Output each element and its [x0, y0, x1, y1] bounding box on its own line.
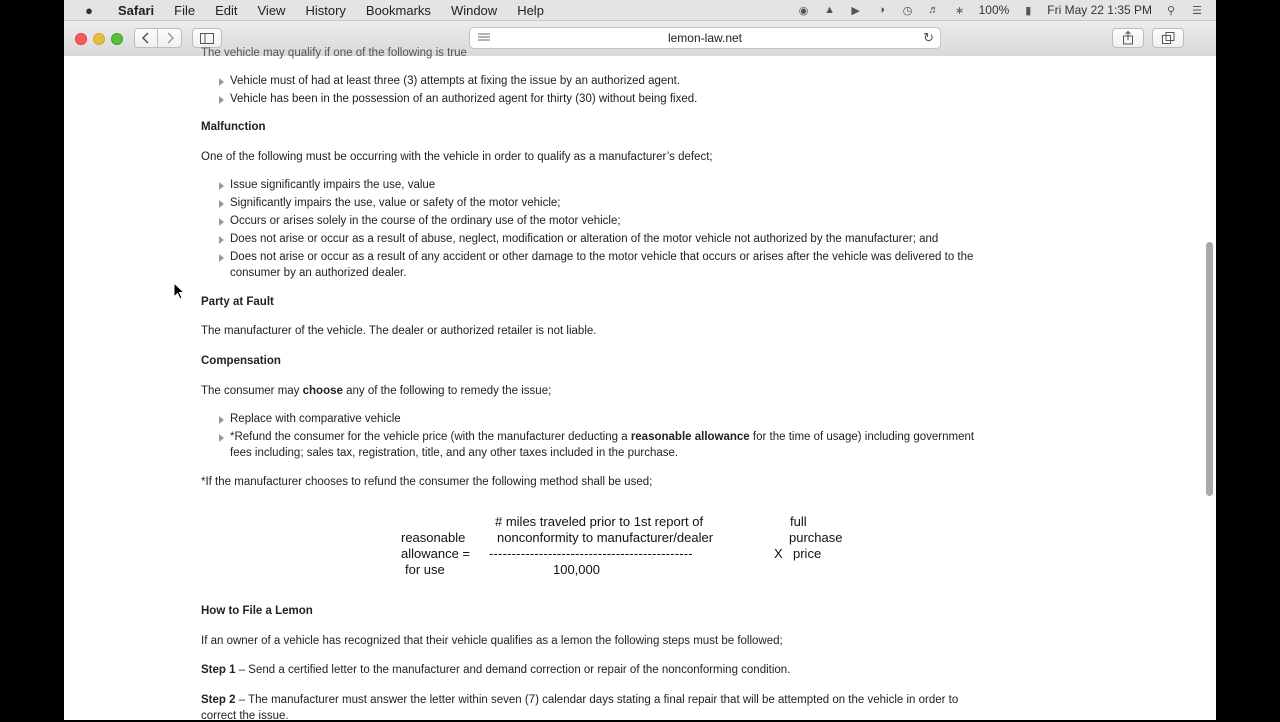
formula-left-line2: allowance =: [401, 546, 471, 561]
bullet-triangle-icon: [219, 254, 224, 262]
back-button[interactable]: [134, 28, 158, 48]
notification-icon[interactable]: ▲: [824, 4, 836, 16]
bullet-triangle-icon: [219, 218, 224, 226]
record-icon[interactable]: ◉: [798, 4, 809, 17]
formula-right-line1: full: [790, 514, 807, 529]
notification-center-icon[interactable]: ☰: [1192, 4, 1202, 17]
chevron-right-icon: [166, 32, 174, 44]
airplay-icon[interactable]: ▶: [851, 4, 860, 17]
bullet-triangle-icon: [219, 236, 224, 244]
apple-icon[interactable]: ●: [85, 2, 93, 18]
formula-right-line2: purchase: [789, 530, 843, 545]
url-text[interactable]: lemon-law.net: [667, 31, 743, 45]
compensation-intro: The consumer may choose any of the following to remedy the issue;: [201, 385, 552, 397]
bullet-triangle-icon: [219, 200, 224, 208]
clock[interactable]: Fri May 22 1:35 PM: [1047, 3, 1152, 17]
step-2-continued: correct the issue.: [201, 710, 289, 722]
bullet-triangle-icon: [219, 416, 224, 424]
formula-left-line3: for use: [405, 562, 445, 577]
formula-divider: ---------------------------------------------: [489, 546, 693, 561]
formula-numerator-line2: nonconformity to manufacturer/dealer: [497, 530, 714, 545]
compensation-heading: Compensation: [201, 355, 281, 367]
sidebar-icon: [200, 33, 214, 44]
malfunction-intro: One of the following must be occurring with the vehicle in order to qualify as a manufacturer’s defect;: [201, 151, 713, 163]
formula-right-line3: price: [793, 546, 822, 561]
refund-note: *If the manufacturer chooses to refund the consumer the following method shall be used;: [201, 476, 653, 488]
volume-icon[interactable]: ♬: [928, 4, 940, 16]
spotlight-search-icon[interactable]: ⚲: [1166, 4, 1176, 17]
menu-window[interactable]: Window: [450, 2, 498, 18]
menu-history[interactable]: History: [305, 2, 346, 18]
step-1: Step 1 – Send a certified letter to the manufacturer and demand correction or repair of the nonconforming condition.: [201, 664, 791, 676]
time-machine-icon[interactable]: ◷: [902, 4, 913, 17]
tabs-icon: [1162, 32, 1175, 44]
menu-edit[interactable]: Edit: [215, 2, 238, 18]
window-close-button[interactable]: [75, 33, 87, 45]
bullet-triangle-icon: [219, 182, 224, 190]
chevron-left-icon: [142, 32, 150, 44]
menu-bookmarks[interactable]: Bookmarks: [365, 2, 431, 18]
share-button[interactable]: [1112, 28, 1144, 48]
web-page: The vehicle may qualify if one of the following is true Vehicle must of had at least three (3) attempts at fixing the issue by an authorized agent. Vehicle has been in the possession of an authorized agent for thirty (30) without being fixed. Malfunction One of the following must be occurring with the vehicle in order to qualify as a manufacturer’s defect; Issue significantly impairs the use, value Significantly impairs the use, value or safety of the motor vehicle; Occurs or arises solely in the course of the ordinary use of the motor vehicle; Does not arise or occur as a result of abuse, neglect, modification or alteration of the motor vehicle not authorized by the manufacturer; and Does not arise or occur as a result of any accident or other damage to the motor vehicle that occurs or arises after the vehicle was delivered to the consumer by an authorized dealer. Party at Fault The manufacturer of the vehicle. The dealer or authorized retailer is not liable. Compensation The consumer may choose any of the following to remedy the issue; Replace with comparative vehicle *Refund the consumer for the vehicle price (with the manufacturer deducting a reasonable allowance for the time of usage) including government fees including; sales tax, registration, title, and any other taxes included in the purchase. *If the manufacturer chooses to refund the consumer the following method shall be used; reasonable allowance = for use # miles traveled prior to 1st report of nonconformity to manufacturer/dealer --------------------------------------------- 100,000 X full purchase price How to File a Lemon If an owner of a vehicle has recognized that their vehicle qualifies as a lemon the following steps must be followed; Step 1 – Send a certified letter to the manufacturer and demand correction or repair of the nonconforming condition. Step 2 – The manufacturer must answer the letter within seven (7) calendar days stating a final repair that will be attempted on the vehicle in order to correct the issue.: [64, 56, 1216, 720]
formula-left-line1: reasonable: [401, 530, 466, 545]
scrollbar-thumb[interactable]: [1206, 242, 1213, 496]
bullet-triangle-icon: [219, 96, 224, 104]
formula-numerator-line1: # miles traveled prior to 1st report of: [495, 514, 704, 529]
window-fullscreen-button[interactable]: [111, 33, 123, 45]
menu-bar: [64, 0, 1216, 21]
bluetooth-icon[interactable]: ∗: [954, 4, 965, 17]
menu-app-name[interactable]: Safari: [118, 2, 155, 18]
bullet-triangle-icon: [219, 434, 224, 442]
fault-heading: Party at Fault: [201, 296, 274, 308]
window-minimize-button[interactable]: [93, 33, 105, 45]
mouse-cursor-icon: [173, 282, 185, 300]
menu-help[interactable]: Help: [517, 2, 544, 18]
address-bar[interactable]: [469, 27, 941, 49]
step-2: Step 2 – The manufacturer must answer the letter within seven (7) calendar days stating a final repair that will be attempted on the vehicle in order to: [201, 694, 959, 706]
status-tray: [797, 0, 1204, 20]
battery-icon[interactable]: ▮: [1025, 4, 1032, 17]
forward-button[interactable]: [158, 28, 182, 48]
show-tabs-button[interactable]: [1152, 28, 1184, 48]
share-icon: [1122, 31, 1134, 45]
wifi-icon[interactable]: ◑: [878, 4, 885, 16]
cut-off-line: The vehicle may qualify if one of the following is true: [201, 47, 467, 59]
file-heading: How to File a Lemon: [201, 605, 313, 617]
menu-file[interactable]: File: [174, 2, 196, 18]
formula-times: X: [774, 546, 783, 561]
formula-denominator: 100,000: [553, 562, 600, 577]
malfunction-heading: Malfunction: [201, 121, 266, 133]
reload-icon[interactable]: ↻: [923, 30, 934, 45]
fault-text: The manufacturer of the vehicle. The dealer or authorized retailer is not liable.: [201, 325, 597, 337]
battery-percent[interactable]: 100%: [978, 3, 1010, 17]
bullet-triangle-icon: [219, 78, 224, 86]
file-intro: If an owner of a vehicle has recognized that their vehicle qualifies as a lemon the following steps must be followed;: [201, 635, 783, 647]
reader-icon[interactable]: [478, 33, 490, 42]
menu-view[interactable]: View: [257, 2, 286, 18]
sidebar-button[interactable]: [192, 28, 222, 48]
